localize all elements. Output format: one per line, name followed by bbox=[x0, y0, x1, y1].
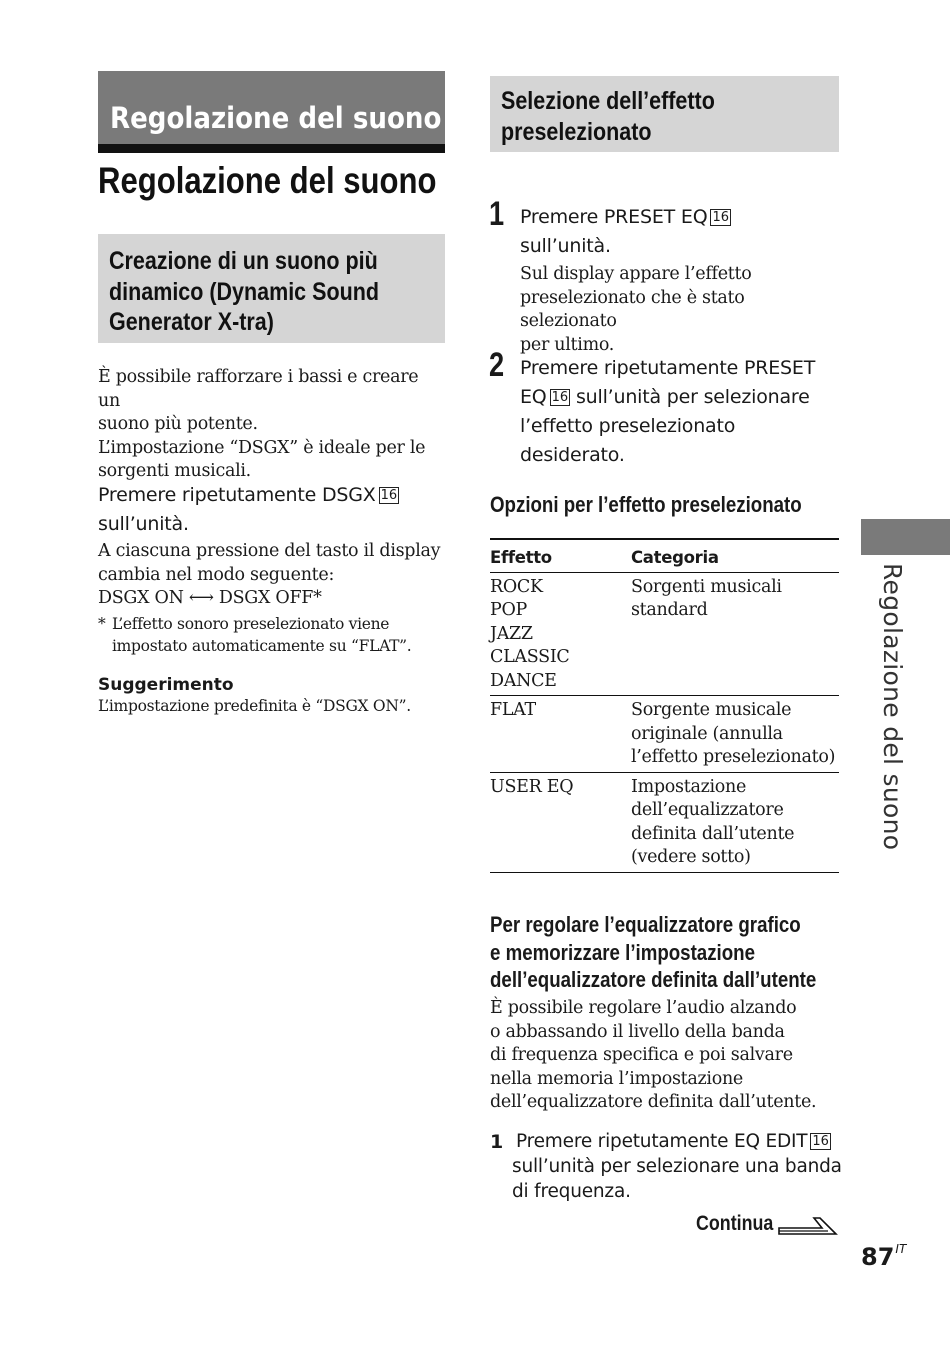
dsgx-intro bbox=[98, 366, 443, 484]
tip-label: Suggerimento bbox=[98, 675, 234, 695]
section-banner bbox=[98, 71, 445, 153]
step-number: 1 bbox=[489, 195, 505, 233]
step-text: desiderato. bbox=[520, 444, 625, 466]
step-text: Premere ripetutamente PRESET bbox=[520, 357, 816, 379]
custom-eq-step1 bbox=[512, 1129, 842, 1204]
dsgx-intro-line: suono più potente. bbox=[98, 414, 258, 434]
dsgx-footnote bbox=[98, 614, 443, 657]
custom-intro-line: di frequenza specifica e poi salvare bbox=[490, 1045, 793, 1065]
dsgx-intro-line: È possibile rafforzare i bassi e creare un bbox=[98, 367, 419, 411]
continue-label: Continua bbox=[696, 1212, 774, 1235]
table-header-row bbox=[490, 539, 839, 572]
category-line: Sorgente musicale bbox=[631, 700, 792, 720]
table-row bbox=[490, 696, 839, 773]
step-text: l’effetto preselezionato bbox=[520, 415, 736, 437]
dsgx-heading bbox=[109, 246, 379, 338]
effect-name: FLAT bbox=[490, 700, 536, 720]
effect-name: JAZZ bbox=[490, 623, 533, 644]
preset-eq-key-badge: 16 bbox=[551, 390, 569, 405]
effect-name: USER EQ bbox=[490, 776, 574, 797]
effect-cell bbox=[490, 572, 631, 696]
effect-cell bbox=[490, 772, 631, 872]
step-text: di frequenza. bbox=[512, 1181, 631, 1202]
dsgx-intro-line: L’impostazione “DSGX” è ideale per le bbox=[98, 437, 426, 458]
dsgx-explain bbox=[98, 540, 443, 611]
options-heading: Opzioni per l’effetto preselezionato bbox=[490, 492, 802, 517]
category-line: l’effetto preselezionato) bbox=[631, 747, 836, 767]
custom-intro-line: nella memoria l’impostazione bbox=[490, 1068, 743, 1089]
detail-line: per ultimo. bbox=[520, 334, 615, 355]
category-line: originale (annulla bbox=[631, 723, 783, 744]
preset-heading-line: preselezionato bbox=[501, 117, 652, 146]
custom-eq-intro bbox=[490, 997, 840, 1115]
step-text: EQ bbox=[520, 386, 547, 408]
detail-line: Sul display appare l’effetto bbox=[520, 264, 752, 284]
preset-step2 bbox=[520, 354, 845, 470]
column-header-effect: Effetto bbox=[490, 539, 631, 572]
table-row bbox=[490, 572, 839, 696]
dsgx-step bbox=[98, 481, 443, 539]
step-text: Premere ripetutamente EQ EDIT bbox=[516, 1131, 808, 1152]
preset-heading-line: Selezione dell’effetto bbox=[501, 87, 715, 115]
effect-cell bbox=[490, 696, 631, 773]
category-line: (vedere sotto) bbox=[631, 847, 751, 867]
dsgx-explain-line: DSGX ON ⟷ DSGX OFF* bbox=[98, 588, 322, 608]
eq-edit-key-badge: 16 bbox=[812, 1134, 829, 1149]
custom-intro-line: È possibile regolare l’audio alzando bbox=[490, 998, 797, 1018]
step-number: 1 bbox=[490, 1131, 504, 1153]
step-text: sull’unità. bbox=[520, 235, 611, 257]
category-cell bbox=[631, 572, 839, 696]
category-line: standard bbox=[631, 600, 708, 620]
custom-eq-heading bbox=[490, 911, 816, 994]
custom-heading-line: e memorizzare l’impostazione bbox=[490, 939, 756, 965]
preset-step1-detail bbox=[520, 263, 840, 357]
preset-eq-key-badge: 16 bbox=[712, 210, 730, 225]
section-banner-rule bbox=[98, 144, 445, 153]
preset-heading bbox=[501, 86, 715, 147]
step-text: Premere PRESET EQ bbox=[520, 206, 708, 228]
footnote-line: impostato automaticamente su “FLAT”. bbox=[112, 636, 412, 655]
side-tab-marker bbox=[861, 519, 950, 555]
footnote-star: * bbox=[98, 615, 106, 633]
effect-name: POP bbox=[490, 600, 527, 620]
dsgx-heading-line: Creazione di un suono più bbox=[109, 247, 378, 275]
page-language-code: IT bbox=[895, 1242, 907, 1256]
step-text: sull’unità per selezionare una banda bbox=[512, 1156, 842, 1177]
preset-step1 bbox=[520, 203, 840, 261]
category-line: Sorgenti musicali bbox=[631, 576, 782, 597]
custom-intro-line: dell’equalizzatore definita dall’utente. bbox=[490, 1092, 817, 1112]
dsgx-heading-line: Generator X-tra) bbox=[109, 308, 274, 336]
page-number bbox=[861, 1242, 906, 1271]
custom-intro-line: o abbassando il livello della banda bbox=[490, 1021, 785, 1042]
continue-arrow-icon bbox=[778, 1215, 838, 1237]
section-banner-title: Regolazione del suono bbox=[110, 101, 442, 135]
footnote-line: L’effetto sonoro preselezionato viene bbox=[112, 615, 390, 633]
category-line: Impostazione bbox=[631, 776, 747, 797]
side-tab-text: Regolazione del suono bbox=[878, 563, 907, 851]
custom-heading-line: Per regolare l’equalizzatore grafico bbox=[490, 912, 801, 937]
dsgx-intro-line: sorgenti musicali. bbox=[98, 461, 251, 481]
table-row bbox=[490, 772, 839, 872]
category-cell bbox=[631, 772, 839, 872]
dsgx-heading-box bbox=[98, 234, 445, 343]
effect-name: CLASSIC bbox=[490, 647, 570, 667]
dsgx-explain-line: cambia nel modo seguente: bbox=[98, 564, 335, 585]
category-cell bbox=[631, 696, 839, 773]
detail-line: preselezionato che è stato selezionato bbox=[520, 287, 745, 331]
dsgx-step-text: sull’unità. bbox=[98, 513, 189, 535]
preset-options-table bbox=[490, 538, 839, 873]
custom-heading-line: dell’equalizzatore definita dall’utente bbox=[490, 967, 817, 992]
page-number-value: 87 bbox=[861, 1243, 895, 1271]
effect-name: ROCK bbox=[490, 576, 543, 597]
step-number: 2 bbox=[489, 346, 505, 384]
dsgx-key-badge: 16 bbox=[380, 488, 398, 503]
column-header-category: Categoria bbox=[631, 539, 839, 572]
category-line: definita dall’utente bbox=[631, 823, 795, 844]
step-text: sull’unità per selezionare bbox=[575, 386, 810, 408]
preset-heading-box bbox=[490, 76, 839, 152]
category-line: dell’equalizzatore bbox=[631, 800, 784, 820]
dsgx-explain-line: A ciascuna pressione del tasto il display bbox=[98, 541, 441, 561]
dsgx-step-text: Premere ripetutamente DSGX bbox=[98, 484, 376, 506]
dsgx-heading-line: dinamico (Dynamic Sound bbox=[109, 277, 379, 306]
page-title: Regolazione del suono bbox=[98, 160, 437, 201]
effect-name: DANCE bbox=[490, 670, 557, 691]
tip-text: L’impostazione predefinita è “DSGX ON”. bbox=[98, 697, 411, 715]
